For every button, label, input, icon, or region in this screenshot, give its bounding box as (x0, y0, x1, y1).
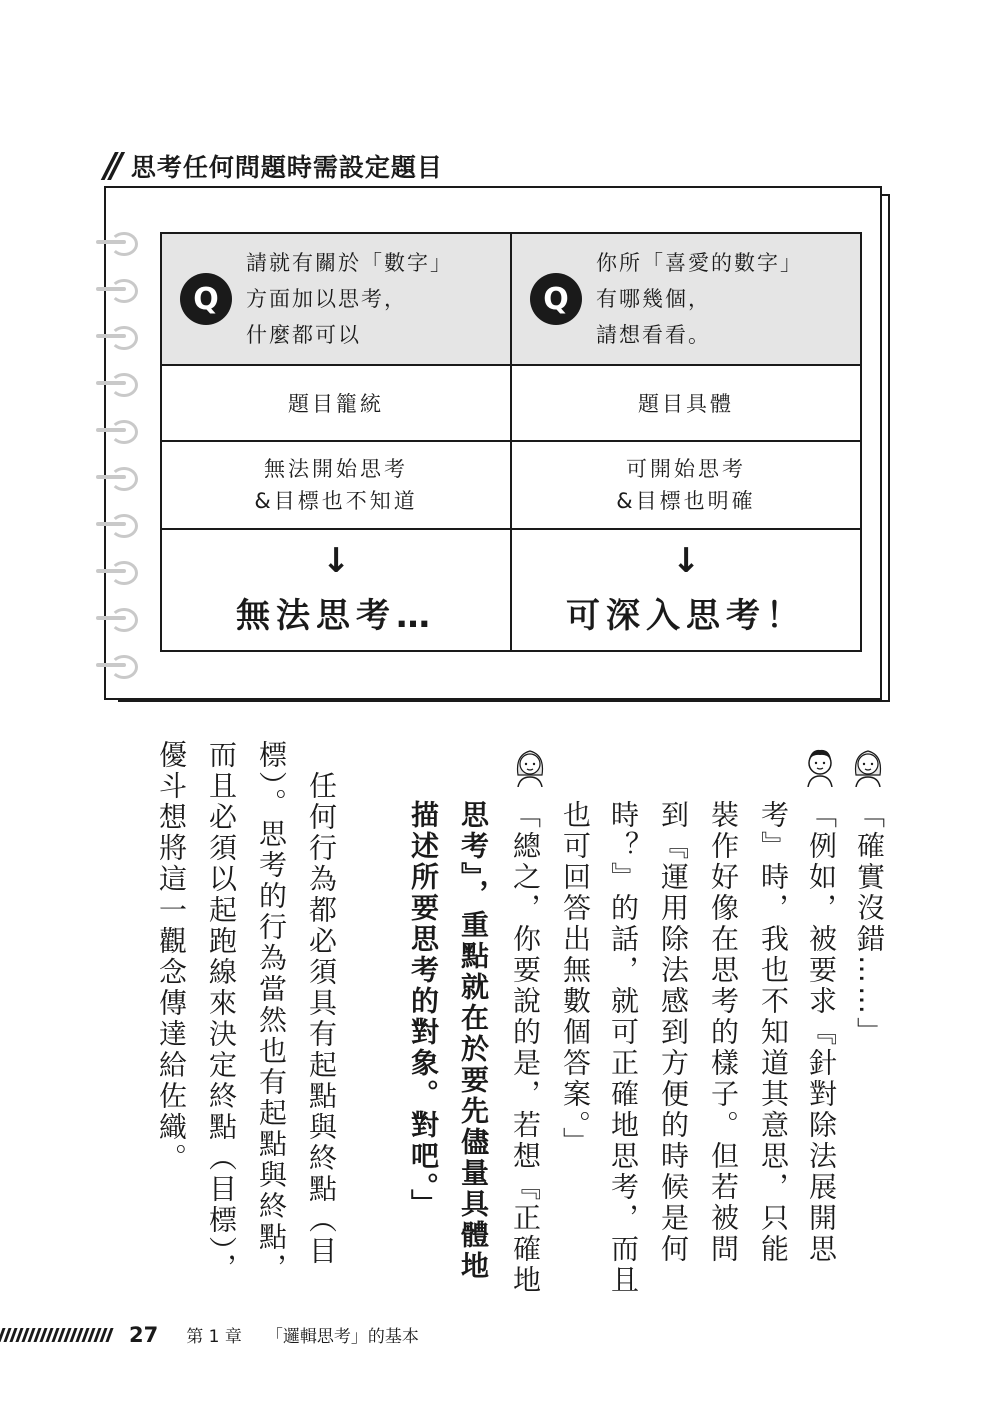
text-column: 考』時，我也不知道其意思，只能 (757, 800, 790, 1265)
ring-icon (96, 557, 144, 604)
scope-row (161, 365, 861, 441)
girl-avatar-icon (512, 745, 548, 787)
question-text-right: 你所「喜愛的數字」 有哪幾個， 請想看看。 (596, 251, 803, 347)
section-title (104, 146, 443, 186)
ring-icon (96, 604, 144, 651)
result-row (161, 529, 861, 651)
ring-icon (96, 275, 144, 322)
scope-left: 題目籠統 (161, 365, 511, 441)
ring-icon (96, 510, 144, 557)
page-footer (0, 1322, 419, 1347)
question-cell-right (511, 233, 861, 365)
ring-icon (96, 322, 144, 369)
notebook-rings (96, 228, 144, 698)
question-text-left: 請就有關於「數字」 方面加以思考， 什麼都可以 (246, 251, 453, 347)
text-column: 標）。思考的行為當然也有起點與終點， (255, 740, 288, 1284)
scope-right: 題目具體 (511, 365, 861, 441)
text-column: 「總之，你要說的是，若想『正確地 (509, 800, 542, 1296)
question-cell-left (161, 233, 511, 365)
comparison-table (160, 232, 862, 652)
question-row (161, 233, 861, 365)
result-left (161, 529, 511, 651)
ring-icon (96, 463, 144, 510)
chapter-title: 「邏輯思考」的基本 (265, 1327, 419, 1347)
ring-icon (96, 369, 144, 416)
text-column-bold: 思考』，重點就在於要先儘量具體地 (457, 800, 490, 1282)
state-right: 可開始思考 &目標也明確 (511, 441, 861, 529)
text-column: 也可回答出無數個答案。」 (559, 800, 592, 1158)
ring-icon (96, 651, 144, 698)
notebook-illustration (104, 186, 890, 700)
text-column: 優斗想將這一觀念傳達給佐織。 (155, 740, 188, 1174)
state-left: 無法開始思考 &目標也不知道 (161, 441, 511, 529)
q-badge-icon: Q (180, 273, 232, 325)
text-column: 時？』的話，就可正確地思考，而且 (607, 800, 640, 1296)
text-column: 而且必須以起跑線來決定終點（目標）， (205, 740, 238, 1284)
text-column: 到『運用除法感到方便的時候是何 (657, 800, 690, 1265)
text-column: 任何行為都必須具有起點與終點（目 (305, 740, 338, 1267)
chapter-label: 第 1 章 (186, 1327, 242, 1347)
girl-avatar-icon (850, 745, 886, 787)
boy-avatar-icon (802, 745, 838, 787)
ring-icon (96, 228, 144, 275)
text-column-bold: 描述所要思考的對象。對吧。」 (407, 800, 440, 1220)
result-right (511, 529, 861, 651)
text-column: 裝作好像在思考的樣子。但若被問 (707, 800, 740, 1265)
result-text-right: 可深入思考！ (566, 595, 806, 636)
ring-icon (96, 416, 144, 463)
title-slash-icon: // (104, 146, 117, 186)
section-title-text: 思考任何問題時需設定題目 (130, 153, 443, 182)
page-number: 27 (129, 1322, 159, 1347)
footer-ticks-decoration (0, 1328, 111, 1342)
text-column: 「例如，被要求『針對除法展開思 (805, 800, 838, 1265)
q-badge-icon: Q (530, 273, 582, 325)
result-text-left: 無法思考… (236, 595, 436, 636)
arrow-down-icon: ↓ (671, 540, 701, 581)
state-row (161, 441, 861, 529)
arrow-down-icon: ↓ (321, 540, 351, 581)
text-column: 「確實沒錯……」 (853, 800, 886, 1048)
